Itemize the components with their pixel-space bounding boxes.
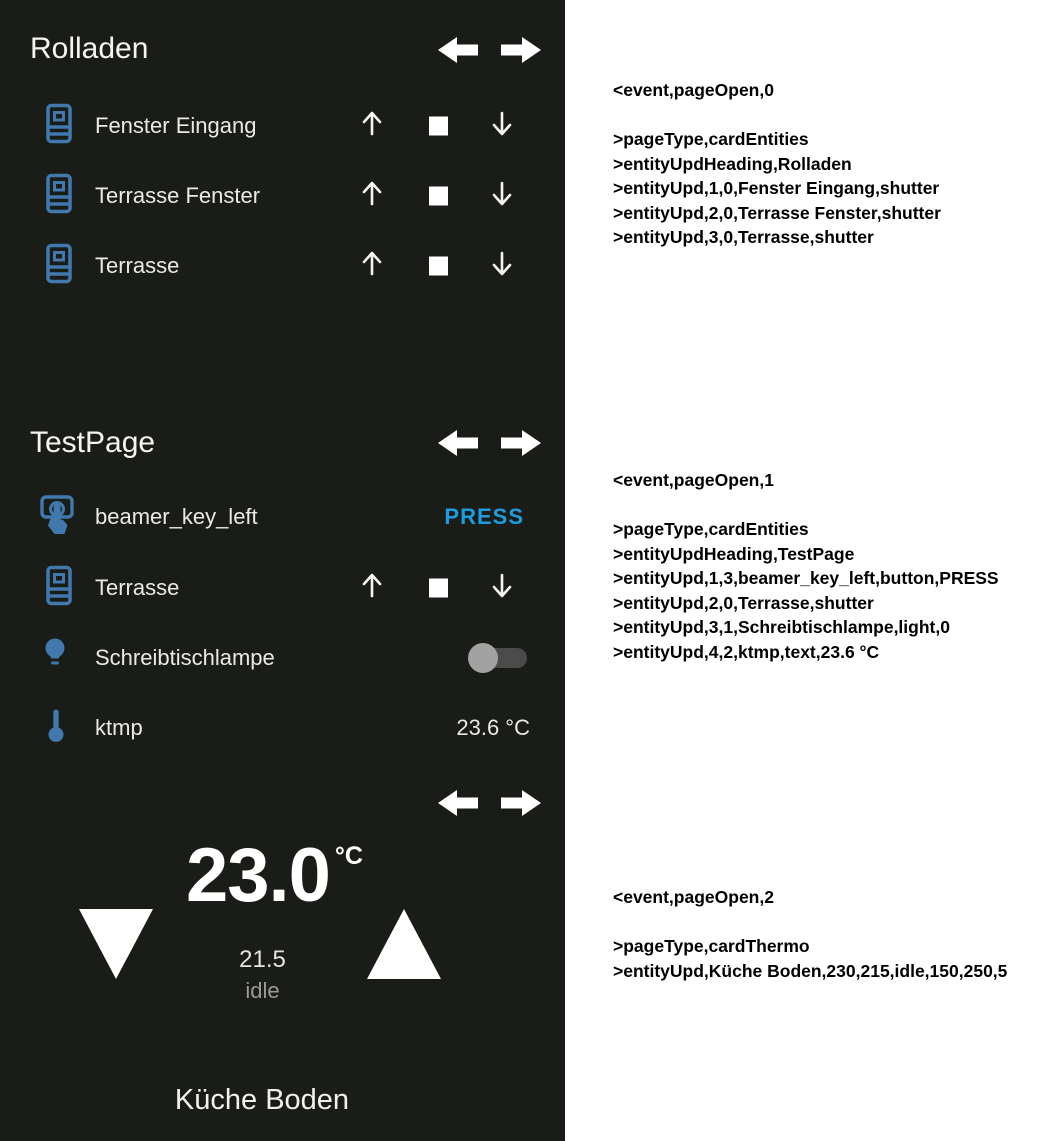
arrow-right-bold-icon bbox=[501, 430, 541, 456]
stop-square-icon bbox=[429, 117, 448, 136]
log-line bbox=[613, 910, 1007, 935]
nav-next-button[interactable] bbox=[501, 35, 541, 65]
log-line: >entityUpd,2,0,Terrasse,shutter bbox=[613, 592, 874, 613]
shutter-icon bbox=[46, 174, 72, 219]
entity-label: Terrasse Fenster bbox=[95, 183, 261, 208]
shutter-stop-button[interactable] bbox=[429, 117, 448, 136]
page-title-testpage: TestPage bbox=[30, 426, 156, 459]
log-line: <event,pageOpen,1 bbox=[613, 470, 774, 490]
log-line: >entityUpdHeading,Rolladen bbox=[613, 153, 852, 174]
log-block-page2 bbox=[613, 885, 1007, 983]
hvac-state: idle bbox=[245, 978, 280, 1003]
press-button[interactable]: PRESS bbox=[444, 504, 524, 529]
entity-row bbox=[0, 495, 565, 539]
log-line bbox=[613, 103, 941, 128]
triangle-up-icon bbox=[367, 909, 441, 979]
entity-row bbox=[0, 244, 565, 288]
arrow-left-bold-icon bbox=[438, 790, 478, 816]
entity-label: ktmp bbox=[95, 715, 143, 740]
shutter-up-button[interactable] bbox=[360, 180, 384, 212]
arrow-right-bold-icon bbox=[501, 790, 541, 816]
entity-label: Fenster Eingang bbox=[95, 113, 257, 138]
entity-row bbox=[0, 566, 565, 610]
triangle-down-icon bbox=[79, 909, 153, 979]
log-line: <event,pageOpen,2 bbox=[613, 887, 774, 907]
log-line: >pageType,cardThermo bbox=[613, 936, 810, 956]
entity-label: Terrasse bbox=[95, 253, 180, 278]
shutter-icon bbox=[46, 244, 72, 289]
entity-label: Schreibtischlampe bbox=[95, 645, 275, 670]
tap-button-icon bbox=[40, 493, 74, 541]
entity-row bbox=[0, 174, 565, 218]
nav-next-button[interactable] bbox=[501, 428, 541, 458]
log-line: >entityUpd,3,0,Terrasse,shutter bbox=[613, 227, 874, 247]
log-line: >entityUpd,3,1,Schreibtischlampe,light,0 bbox=[613, 617, 950, 637]
page-title-rolladen: Rolladen bbox=[30, 32, 149, 65]
log-line: <event,pageOpen,0 bbox=[613, 80, 774, 100]
log-block-page1 bbox=[613, 468, 999, 664]
log-line: >entityUpd,2,0,Terrasse Fenster,shutter bbox=[613, 202, 941, 223]
shutter-up-button[interactable] bbox=[360, 250, 384, 282]
shutter-down-button[interactable] bbox=[490, 110, 514, 142]
shutter-stop-button[interactable] bbox=[429, 579, 448, 598]
entity-row bbox=[0, 104, 565, 148]
nav-prev-button[interactable] bbox=[438, 35, 478, 65]
log-line: >entityUpdHeading,TestPage bbox=[613, 543, 855, 564]
entity-label: Terrasse bbox=[95, 575, 180, 600]
stop-square-icon bbox=[429, 257, 448, 276]
log-line: >pageType,cardEntities bbox=[613, 129, 809, 149]
stop-square-icon bbox=[429, 579, 448, 598]
shutter-down-button[interactable] bbox=[490, 180, 514, 212]
nav-prev-button[interactable] bbox=[438, 428, 478, 458]
nav-next-button[interactable] bbox=[501, 788, 541, 818]
shutter-down-button[interactable] bbox=[490, 572, 514, 604]
log-line: >entityUpd,1,0,Fenster Eingang,shutter bbox=[613, 178, 940, 198]
stop-square-icon bbox=[429, 187, 448, 206]
nav-prev-button[interactable] bbox=[438, 788, 478, 818]
arrow-left-bold-icon bbox=[438, 430, 478, 456]
thermostat-name: Küche Boden bbox=[174, 1084, 350, 1116]
current-temperature bbox=[186, 833, 363, 918]
log-line: >entityUpd,4,2,ktmp,text,23.6 °C bbox=[613, 641, 880, 662]
shutter-stop-button[interactable] bbox=[429, 257, 448, 276]
shutter-up-button[interactable] bbox=[360, 110, 384, 142]
thermometer-icon bbox=[46, 708, 66, 749]
lightbulb-icon bbox=[43, 638, 67, 679]
arrow-right-bold-icon bbox=[501, 37, 541, 63]
log-line bbox=[613, 493, 999, 518]
sensor-value: 23.6 °C bbox=[456, 715, 530, 740]
shutter-down-button[interactable] bbox=[490, 250, 514, 282]
temperature-unit: °C bbox=[334, 842, 363, 870]
shutter-stop-button[interactable] bbox=[429, 187, 448, 206]
entity-row bbox=[0, 636, 565, 680]
log-line: >pageType,cardEntities bbox=[613, 519, 809, 539]
toggle-knob bbox=[468, 643, 498, 673]
log-block-page0 bbox=[613, 78, 941, 250]
entity-row bbox=[0, 706, 565, 750]
log-line: >entityUpd,Küche Boden,230,215,idle,150,250,5 bbox=[613, 960, 1008, 981]
shutter-icon bbox=[46, 104, 72, 149]
log-line: >entityUpd,1,3,beamer_key_left,button,PRESS bbox=[613, 568, 999, 588]
temp-increase-button[interactable] bbox=[366, 908, 442, 985]
shutter-icon bbox=[46, 566, 72, 611]
temp-decrease-button[interactable] bbox=[78, 908, 154, 985]
target-temperature: 21.5 bbox=[239, 946, 286, 973]
current-temperature-value: 23.0 bbox=[186, 833, 330, 918]
light-toggle[interactable] bbox=[468, 643, 527, 673]
shutter-up-button[interactable] bbox=[360, 572, 384, 604]
arrow-left-bold-icon bbox=[438, 37, 478, 63]
entity-label: beamer_key_left bbox=[95, 504, 258, 529]
